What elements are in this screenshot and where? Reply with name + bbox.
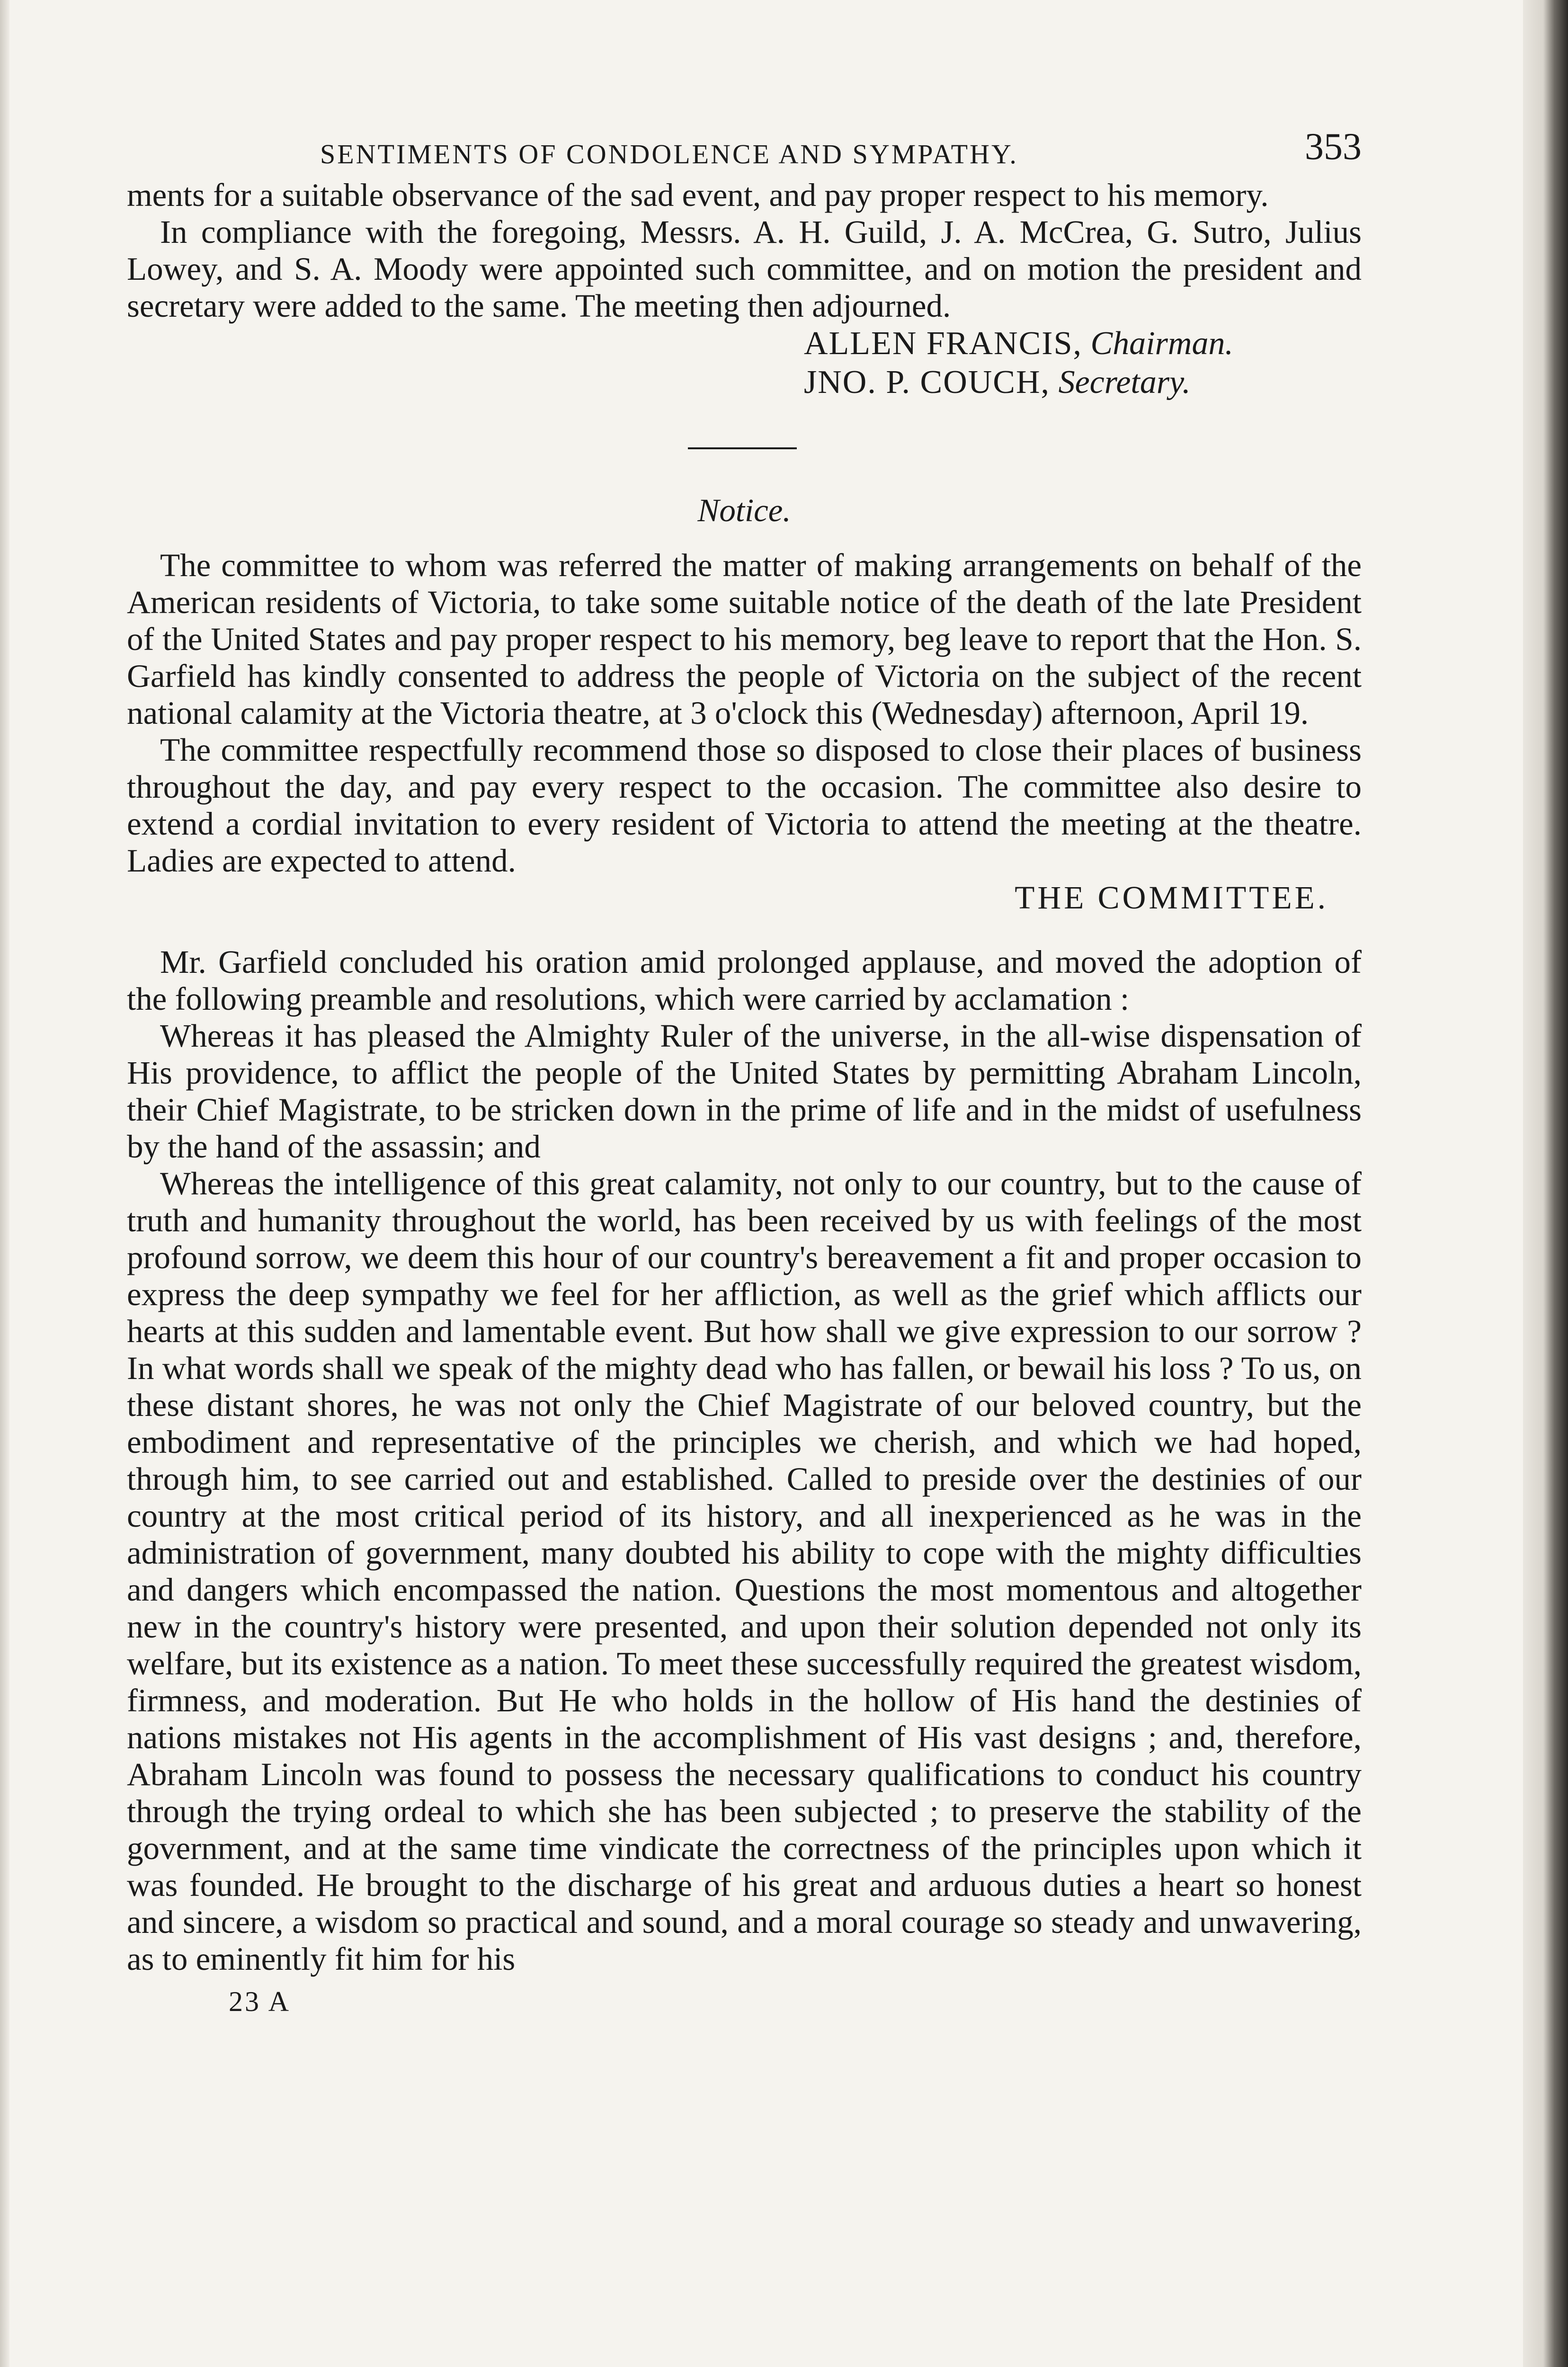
document-page (127, 121, 1362, 2020)
secretary-role: Secretary. (1058, 364, 1191, 400)
chairman-name: ALLEN FRANCIS, (804, 325, 1083, 362)
paragraph-garfield-oration: Mr. Garfield concluded his oration amid prolonged applause, and moved the adoption of the following preamble and resolutions, which were carried by acclamation : (127, 944, 1362, 1017)
page-header (127, 121, 1362, 168)
notice-heading: Notice. (697, 492, 791, 528)
signature-line-chairman (804, 324, 1362, 363)
signature-line-secretary (804, 363, 1362, 402)
meeting-signatures (804, 324, 1362, 402)
page-left-edge (0, 0, 9, 2367)
committee-signature: THE COMMITTEE. (1015, 880, 1328, 916)
paragraph-whereas-second: Whereas the intelligence of this great calamity, not only to our country, but to the cause of truth and humanity throughout the world, has been received by us with feelings of the most profound sorrow, we deem this hour of our country's bereavement a fit and proper occasion to express the deep sympathy we feel for her affliction, as well as the grief which afflicts our hearts at this sudden and lamentable event. But how shall we give expression to our sorrow ? In what words shall we speak of the mighty dead who has fallen, or bewail his loss ? To us, on these distant shores, he was not only the Chief Magistrate of our beloved country, but the embodiment and representative of the principles we cherish, and which we had hoped, through him, to see carried out and established. Called to preside over the destinies of our country at the most critical period of its history, and all inexperienced as he was in the administration of government, many doubted his ability to cope with the mighty difficulties and dangers which encompassed the nation. Questions the most momentous and altogether new in the country's history were presented, and upon their solution depended not only its welfare, but its existence as a nation. To meet these successfully required the greatest wisdom, firmness, and moderation. But He who holds in the hollow of His hand the destinies of nations mistakes not His agents in the accomplishment of His vast designs ; and, therefore, Abraham Lincoln was found to possess the necessary qualifications to conduct his country through the trying ordeal to which she has been subjected ; to preserve the stability of the government, and at the same time vindicate the correctness of the principles upon which it was founded. He brought to the discharge of his great and arduous duties a heart so honest and sincere, a wisdom so practical and sound, and a moral courage so steady and unwavering, as to eminently fit him for his (127, 1166, 1362, 1977)
chairman-role: Chairman. (1090, 325, 1233, 362)
printer-signature-mark: 23 A (229, 1986, 291, 2017)
section-divider (688, 447, 797, 449)
secretary-name: JNO. P. COUCH, (804, 364, 1051, 400)
paragraph-notice-recommendation: The committee respectfully recommend those so disposed to close their places of business throughout the day, and pay every respect to the occasion. The committee also desire to extend a cordial invitation to every resident of Victoria to attend the meeting at the theatre. Ladies are expected to attend. (127, 732, 1362, 879)
binding-edge (1523, 0, 1568, 2367)
paragraph-whereas-first: Whereas it has pleased the Almighty Ruler of the universe, in the all-wise dispensation of His providence, to afflict the people of the United States by permitting Abraham Lincoln, their Chief Magistrate, to be stricken down in the prime of life and in the midst of usefulness by the hand of the assassin; and (127, 1018, 1362, 1165)
paragraph-continuation: ments for a suitable observance of the sad event, and pay proper respect to his memory. (127, 177, 1269, 213)
paragraph-notice-report: The committee to whom was referred the matter of making arrangements on behalf of the American residents of Victoria, to take some suitable notice of the death of the late President of the United States and pay proper respect to his memory, beg leave to report that the Hon. S. Garfield has kindly consented to address the people of Victoria on the subject of the recent national calamity at the Victoria theatre, at 3 o'clock this (Wednesday) afternoon, April 19. (127, 547, 1362, 731)
paragraph-compliance: In compliance with the foregoing, Messrs. A. H. Guild, J. A. McCrea, G. Sutro, Julius Lowey, and S. A. Moody were appointed such committee, and on motion the president and secretary were added to the same. The meeting then adjourned. (127, 214, 1362, 324)
page-number: 353 (1305, 126, 1362, 168)
running-head: SENTIMENTS OF CONDOLENCE AND SYMPATHY. (320, 139, 1018, 169)
